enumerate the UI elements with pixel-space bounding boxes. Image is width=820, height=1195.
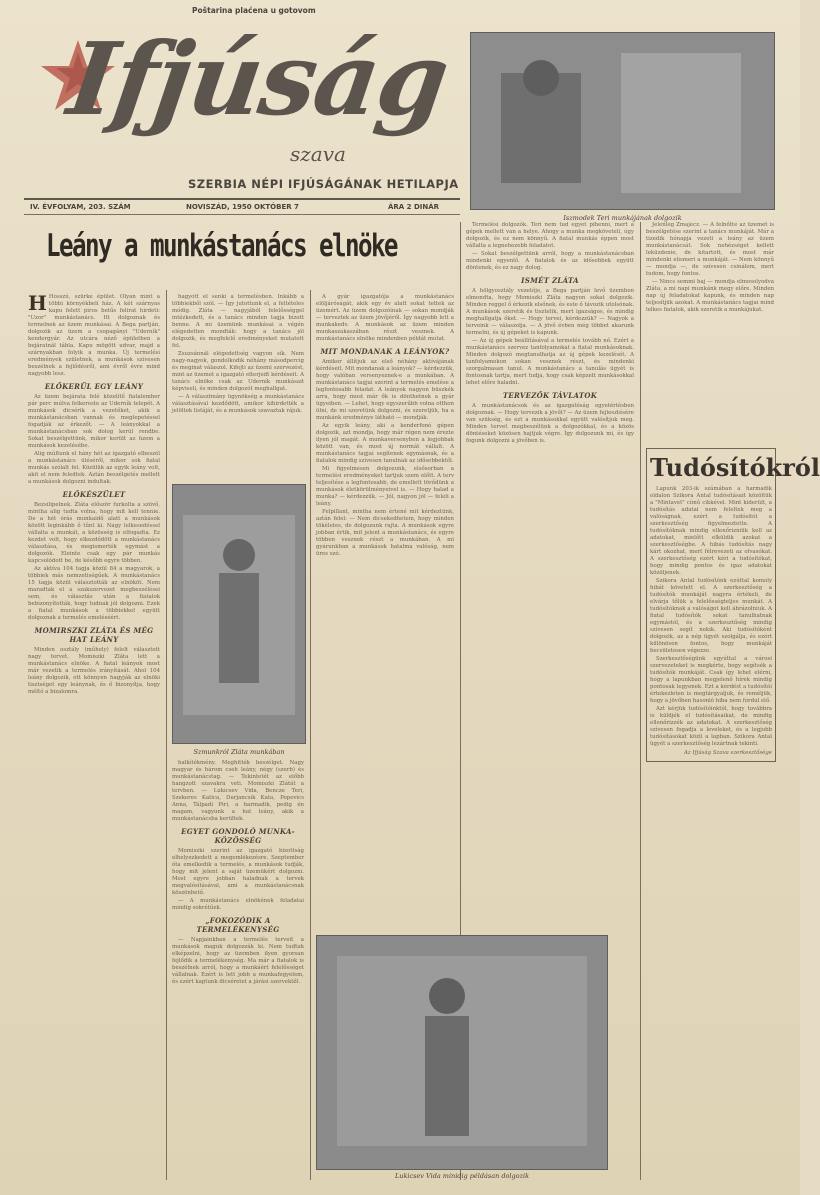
column-5: Jelenleg Zmajecz. — A felnőtte az üzemet is beszélgetése szerint a tanács munkáját. Már a tizedik hónapja vezeti a leány az üzem munkástanácsát. Sok nehézséget kellett leküzdenie, de kitartott, és most már mindenki elismeri a munkáját. — Nem könnyű — mondja —, de szívesen csinálom, mert tudom, hogy fontos. — Nincs semmi baj — mondja elmosolyodva Zláta, a mi napi munkánk megy előre. Minden nap új feladatokat kapunk, és minden nap teljesítjük azokat. A munkástanács tagjai mind lelkes fiatalok, akik szeretik a munkájukat. (646, 222, 774, 313)
section-heading: ISMÉT ZLÁTA (521, 276, 579, 285)
section-heading: ELŐKERÜL EGY LEÁNY (44, 382, 144, 391)
section-heading: „FOKOZÓDIK A TERMELÉKENYSÉG (196, 916, 280, 934)
section-heading: MIT MONDANAK A LEÁNYOK? (320, 347, 450, 356)
issue-date: NOVISZÁD, 1950 OKTÓBER 7 (186, 203, 299, 211)
photo-bottom (316, 935, 608, 1170)
column-4: Termelési dolgozók. Teri nem tud egyet pihenni, mert a gépek mellett van a helye. Ahogy a munka megköveteli, úgy dolgozik, és ez nem könnyű. A fiatal munkás éppen most vállalta a legnehezebb feladatot. — Sokat beszélgettünk arról, hogy a munkástanácsban mindenki egyenlő. A fiatalok és az idősebbek együtt döntenek, és ez nagy dolog. ISMÉT ZLÁTA A hölgyosztály vezetője, a Bega partján levő üzemben elmondta, hogy Momiszki Zláta nagyon sokat dolgozik. Minden reggel ő érkezik elsőnek, és este ő távozik utolsónak. A munkások szeretik és tisztelik, mert igazságos, és mindig meghallgatja őket. — Hogy tervei, kérdezzük? — Nagyok a terveink — válaszolja. — A jövő évben még többet akarunk termelni, és új gépeket is kapunk. — Az új gépek beállításával a termelés tovább nő. Ezért a munkástanács szervez tanfolyamokat a fiatal munkásoknak. Minden dolgozó megtanulhatja az új gépek kezelését. A tanfolyamokon sokan vesznek részt, és mindenki szorgalmasan tanul. A munkástanács a tanulás ügyét is fontosnak tartja, mert tudja, hogy csak képzett munkásokkal lehet előre haladni. TERVEZŐK TÁVLATOK A munkástanácsok és az igazgatóság egyetértésben dolgoznak. — Hogy tervezik a jövőt? — Az üzem fejlesztésére van szükség, és ezt a munkásokkal együtt valósítjuk meg. Minden tervet megbeszélünk a dolgozókkal, és a közös döntéseket közösen hajtjuk végre. Így dolgozunk mi, és így fogunk dolgozni a jövőben is. (466, 222, 635, 444)
section-heading: EGYET GONDOLÓ MUNKA-KÖZÖSSÉG (181, 827, 295, 845)
tudositokrol-footer: Az Ifjúság Szava szerkesztősége (683, 750, 772, 756)
section-heading: ELŐKÉSZÜLET (62, 490, 126, 499)
column-3: A gyár igazgatója a munkástanács elöljáróságát, akik egy év alatt sokat tettek az üzemért. Az üzem dolgozóinak — sokan mondják — terveztek az üzem jövőjéről. Így nagyobb lett a munkakedv. A munkások az üzem minden munkaszakaszában részt vesznek. A munkástanács elnöke mindenben példát mutat. MIT MONDANAK A LEÁNYOK? Amikor állítjuk az első néhány aktívájának kérdéseit. Mit mondanak a leányok? — kérdezzük, hogy valóban versenyeznek-e a munkában. A munkástanács tagjai szerint a termelés emelése a legfontosabb feladat. A leányok nagyon büszkék arra, hogy most már ők is dönthetnek a gyár ügyeiben. — Lehet, hogy egyszerűbb volna otthon ülni, de mi szeretünk dolgozni, és szeretjük, ha a munkánk eredménye látható — mondják. Az egyik leány, aki a kenderfonó gépen dolgozik, azt mondja, hogy már régen nem érezte ilyen jól magát. A munkaversenyben a legjobbak között van, és most új normát vállalt. A munkástanács tagjai segítenek egymásnak, és a fiatalok mindig szívesen tanulnak az idősebbektől. Mi figyelmesen dolgozunk, elsősorban a termelési eredményeket tartjuk szem előtt. A terv teljesítése a legfontosabb, de emellett törődünk a munkások életkörülményeivel is. — Hogy halad a munka? — kérdezzük. — Jól, nagyon jól — feleli a leány. Felpillant, mintha nem értené mit kérdeztünk, aztán felel: — Nem dicsekedhetem, hogy minden tökéletes, de dolgozunk rajta. A munkások egyre jobban értik, mit jelent a munkástanács, és egyre többen vesznek részt a munkában. A mi gyárunkban a munkások hatalma valóság, nem üres szó. (316, 294, 454, 557)
caption-top-right: Iszmodek Teri munkájának dolgozik (563, 214, 682, 222)
masthead-title: Ifjúság (61, 20, 454, 138)
tudositokrol-title: Tudósítókról (650, 453, 820, 482)
section-heading: TERVEZŐK TÁVLATOK (502, 391, 598, 400)
photo-middle (172, 484, 306, 744)
section-heading: MOMIRSZKI ZLÁTA ÉS MÉG HAT LEÁNY (34, 626, 154, 644)
main-headline: Leány a munkástanács elnöke (46, 228, 397, 264)
tudositokrol-box: Tudósítókról Lapunk 203-ik számában a harmadik oldalon Szikora Antal tudósításait közöltük a "Mintavet" című cikkével. Mint kiderült, a tudósítás adatai nem feleltek meg a valóságnak, ezért a tudósítót a szerkesztőség figyelmeztette. A tudósítóknak mindig ellenőrizniük kell az adatokat, mielőtt elküldik azokat a szerkesztőségbe. A hibás tudósítás nagy kárt okozhat, mert félrevezeti az olvasókat. A szerkesztőség ezért kéri a tudósítókat, hogy mindig pontos és igaz adatokat közöljenek. Szikora Antal tudósítónk ezúttal komoly hibát követett el. A szerkesztőség a tudósítók munkáját nagyra értékeli, de elvárja tőlük a felelősségteljes munkát. A tudósítóknak a valóságot kell ábrázolniuk. A fiatal tudósítók sokat tanulhatnak egymástól, és a szerkesztőség mindig szívesen segít nekik. Aki tudósítóként dolgozik, az a nép ügyét szolgálja, és ezért különösen fontos, hogy munkáját becsületesen végezze. Szerkesztőségünk egyúttal a városi szervezeteket is megkérte, hogy segítsék a tudósítók munkáját. Csak így lehet elérni, hogy a lapunkban megjelenő hírek mindig pontosak legyenek. Ezt a kérdést a tudósítói értekezleten is megtárgyaljuk, és reméljük, hogy a jövőben hasonló hiba nem fordul elő. Azt kérjük tudósítóinktól, hogy továbbra is küldjék el tudósításaikat, de mindig ellenőrizzék az adatokat. A szerkesztőség szívesen fogadja a leveleket, és a legjobb tudósításokat közli a lapban. Szikora Antal ügyét a szerkesztőség lezártnak tekinti. Az Ifjúság Szava szerkesztősége (646, 448, 776, 762)
masthead-tagline: SZERBIA NÉPI IFJÚSÁGÁNAK HETILAPJA (188, 177, 459, 191)
column-2: hagyott el senki a termelésben. Inkább a többiekből szól. — Így jutottunk el, a feltételes módig. Zláta — nagyjából felelősséggel intézkedett, és a tanács minden tagja bízott benne. A mi üzemünk munkásai a végén elégedetten mondták: hogy a tanács jól dolgozik, és megfelelő eredményeket mutatott fel. Zsuzsánnál elégedettség vagyon sík. Nem nagy-nagyok, gondolkodik néhány másodpercig és meginat válaszol. Kifejti az üzemi szervezést, mint az üzemet a igazgató elterjedt kérdéseit. A tanács elnöke csak az Uderník munkásait képviseli, és minden dolgozót meghallgat. — A választmány ügynökség a munkástanács választásával kezdődött, amikor kihirdették a jelöltek listáját, és a munkások szavaztak rájuk. (172, 294, 304, 414)
column-2-lower: halkítékmény. Meghitték beszélget. Nagy magyar és három cseh leány, négy (szerb) és munkástanácstag. — Tekintetét az előbb hangzott szavakra veti. Momiszki Zlátát a tervben. — Lukicsev Vida, Bencze Teri, Szekeres Katica, Durjancsik Kata, Popovics Anna, Tálpadi Piri, a harmadik, pedig én magam, vagyunk a hat leány, akik a munkástanácsba kerültek. EGYET GONDOLÓ MUNKA-KÖZÖSSÉG Momiszki szerint az igazgató bizottság elhelyezkedett a megemlékezésre. Szeptember óta emelkedik a termelés, a munkások tudják, hogy mit jelent a saját üzemükért dolgozni. Most egyre jobban haladnak a tervek megvalósításával, ami a munkástanácsnak köszönhető. — A munkástanács elnökének feladatai mindig sokrétűek. „FOKOZÓDIK A TERMELÉKENYSÉG — Napjainkban a termelés terveit a munkások maguk dolgozzák ki. Nem tudtuk elképzelni, hogy az üzemben ilyen gyorsan fejlődik a termelékenység. Ma már a fiatalok is beszélnek arról, hogy a munkáért felelősséget vállalnak. Ezért is lett jobb a munkafegyelem, és ezért kaptunk dicséretet a járási szervektől. (172, 760, 304, 985)
photo-top-right (470, 32, 775, 210)
volume-info: IV. ÉVFOLYAM, 203. SZÁM (30, 203, 131, 211)
price: ÁRA 2 DINÁR (388, 203, 440, 211)
caption-middle: Szmunkról Zláta munkában (193, 748, 285, 756)
caption-bottom: Lukicsev Vida minidig példásan dolgozik (394, 1172, 530, 1180)
masthead-subtitle: szava (290, 142, 346, 166)
postage-note: Poštarina plaćena u gotovom (192, 6, 316, 15)
column-1: H Hosszú, szürke épület. Olyan mint a többi környékbeli ház. A két szárnyas kapu felett piros betűs felirat hirdeti: "Uzor" munkástanács. Itt dolgoznak és termelnek az üzem munkásai. A Bega partján, dolgozik az üzem a csopagányi "Uderník" kendergyár. Az utcára néző épületben a bejáratnál tábla. Kapu mögött udvar, majd a szárnyakban folyik a munka. Új termelési eredmények születnek, a munkások szívesen beszélnek a fejlődésről, ami évről évre mind nagyobb lesz. ELŐKERÜL EGY LEÁNY Az üzem bejárata felé közelítő fiatalember pár perc múlva felkereste az Uderník telepét. A munkások dicsérik a vezetőket, akik a munkástanácsban vannak és meglepetéssel fogadják az érkezőt. — A leányokkal a munkástanácsban sok dolog kerül rendbe. Sokat beszélgettünk, mikor került az üzem a munkások kezelésébe. Alig múltunk el hány hét az igazgató elbeszél a munkástanács üléséről, mikor sok fiatal munkás szólalt fel. Közülük az egyik leány volt, akit el nem feledtek. Aztán beszélgetés mellett a munkások dolgozni indultak. ELŐKÉSZÜLET Bezsilipelnek. Zláta először furkolta a szövő, mintha alig tudta volna, hogy mit kell tennie. De a hét órás munkaidő alatt a munkások között leginkább ő tűnt ki. Nagy lelkesedéssel vállalta a munkát, a közösség is elfogadta. Ez kezdet volt, hogy elkezdődött a munkástanács választása, és megismerték egymást a dolgozók. Eleinte csak egy pár munkás kapcsolódott be, de később egyre többen. Az aktíva 104 tagja közül 84 a magyarok, a többiek más nemzetiségűek. A munkástanács 15 tagja közül választották az elnököt. Nem maradtak el a szakszervezet megbeszélései sem, és választás után a fiatalok bebizonyították, hogy tudnak jól dolgozni. Ezek a fiatal munkások a többiekkel együtt dolgoznak a termelés emeléséért. MOMIRSZKI ZLÁTA ÉS MÉG HAT LEÁNY Minden osztály (műhely) felelt választott nagy tervet. Momiszki Zláta lett a munkástanács elnöke. A fiatal leányok most már vezetik a termelés irányítását. Ahol 104 leány dolgozik, ott könnyen hagyják az elnöki tisztséget egy leánynak, és ő bizonyítja, hogy méltó a bizalomra. (28, 291, 160, 695)
